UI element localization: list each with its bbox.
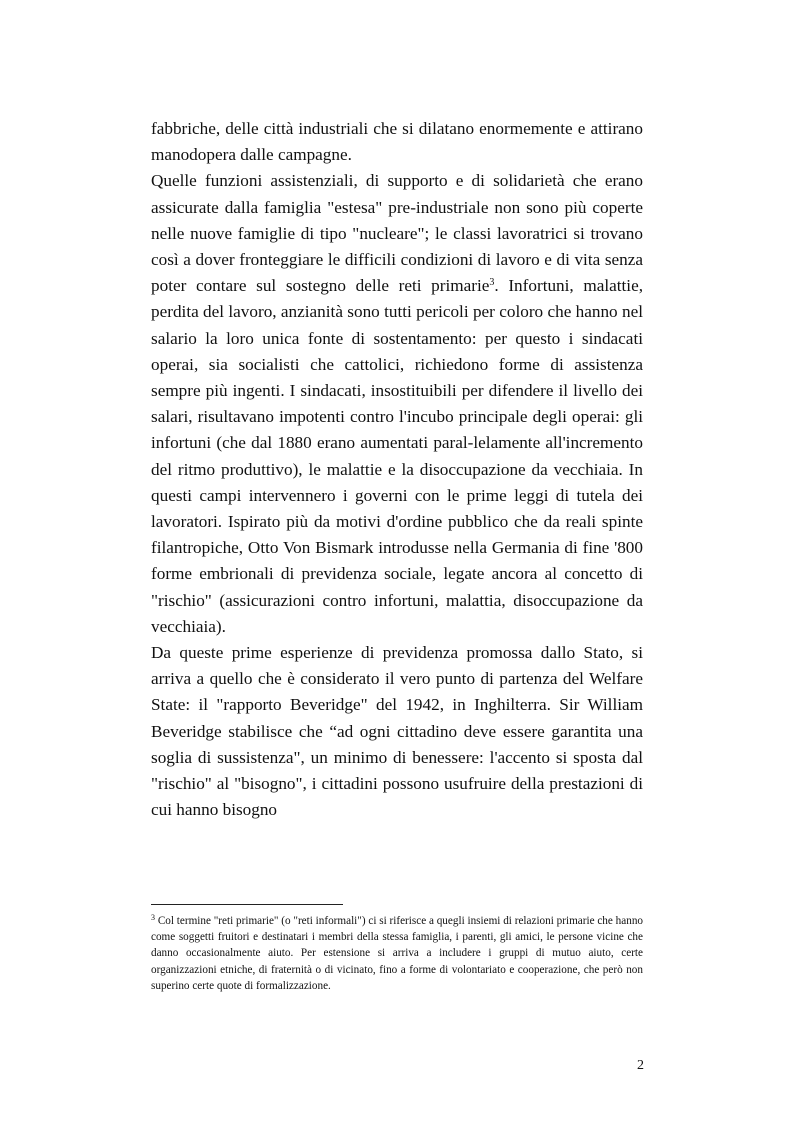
paragraph-text: Da queste prime esperienze di previdenza promossa dallo Stato, si arriva a quello che è considerato il vero punto di partenza del Welfare State: il "rapporto Beveridge" del 1942, in Inghilterra. Sir William Beveridge stabilisce che “ad ogni cittadino deve essere garantita una soglia di sussistenza", un minimo di benessere: l'accento si sposta dal "rischio" al "bisogno", i cittadini possono usufruire della prestazioni di cui hanno bisogno [151, 643, 643, 820]
paragraph-1 [151, 116, 643, 168]
paragraph-2 [151, 168, 643, 640]
paragraph-text-after-note: . Infortuni, malattie, perdita del lavoro, anzianità sono tutti pericoli per coloro che hanno nel salario la loro unica fonte di sostentamento: per questo i sindacati operai, sia socialisti che cattolici, richiedono forme di assistenza sempre più ingenti. I sindacati, insostituibili per difendere il livello dei salari, risultavano impotenti contro l'incubo principale degli operai: gli infortuni (che dal 1880 erano aumentati paral-lelamente all'incremento del ritmo produttivo), le malattie e la disoccupazione da vecchiaia. In questi campi intervennero i governi con le prime leggi di tutela dei lavoratori. Ispirato più da motivi d'ordine pubblico che da reali spinte filantropiche, Otto Von Bismark introdusse nella Germania di fine '800 forme embrionali di previdenza sociale, legate ancora al concetto di "rischio" (assicurazioni contro infortuni, malattia, disoccupazione da vecchiaia). [151, 276, 644, 636]
footnote-text: Col termine "reti primarie" (o "reti informali") ci si riferisce a quegli insiemi di relazioni primarie che hanno come soggetti fruitori e destinatari i membri della stessa famiglia, i parenti, gli amici, le persone vicine che danno occasionalmente aiuto. Per estensione si arriva a includere i gruppi di mutuo aiuto, certe organizzazioni etniche, di fraternità o di vicinato, fino a forme di volontariato e cooperazione, che però non superino certe quote di formalizzazione. [151, 915, 644, 992]
paragraph-text-before-note: Quelle funzioni assistenziali, di supporto e di solidarietà che erano assicurate dalla famiglia "estesa" pre-industriale non sono più coperte nelle nuove famiglie di tipo "nucleare"; le classi lavoratrici si trovano così a dover fronteggiare le difficili condizioni di lavoro e di vita senza poter contare sul sostegno delle reti primarie [151, 171, 643, 296]
page-number: 2 [637, 1058, 644, 1073]
paragraph-3 [151, 640, 643, 823]
body-text [151, 116, 643, 823]
footnote [151, 913, 643, 994]
footnote-reference[interactable]: 3 [489, 277, 495, 289]
footnote-mark: 3 [151, 913, 155, 922]
paragraph-text: fabbriche, delle città industriali che si dilatano enormemente e attirano manodopera dalle campagne. [151, 119, 643, 165]
footnote-separator [151, 904, 343, 905]
